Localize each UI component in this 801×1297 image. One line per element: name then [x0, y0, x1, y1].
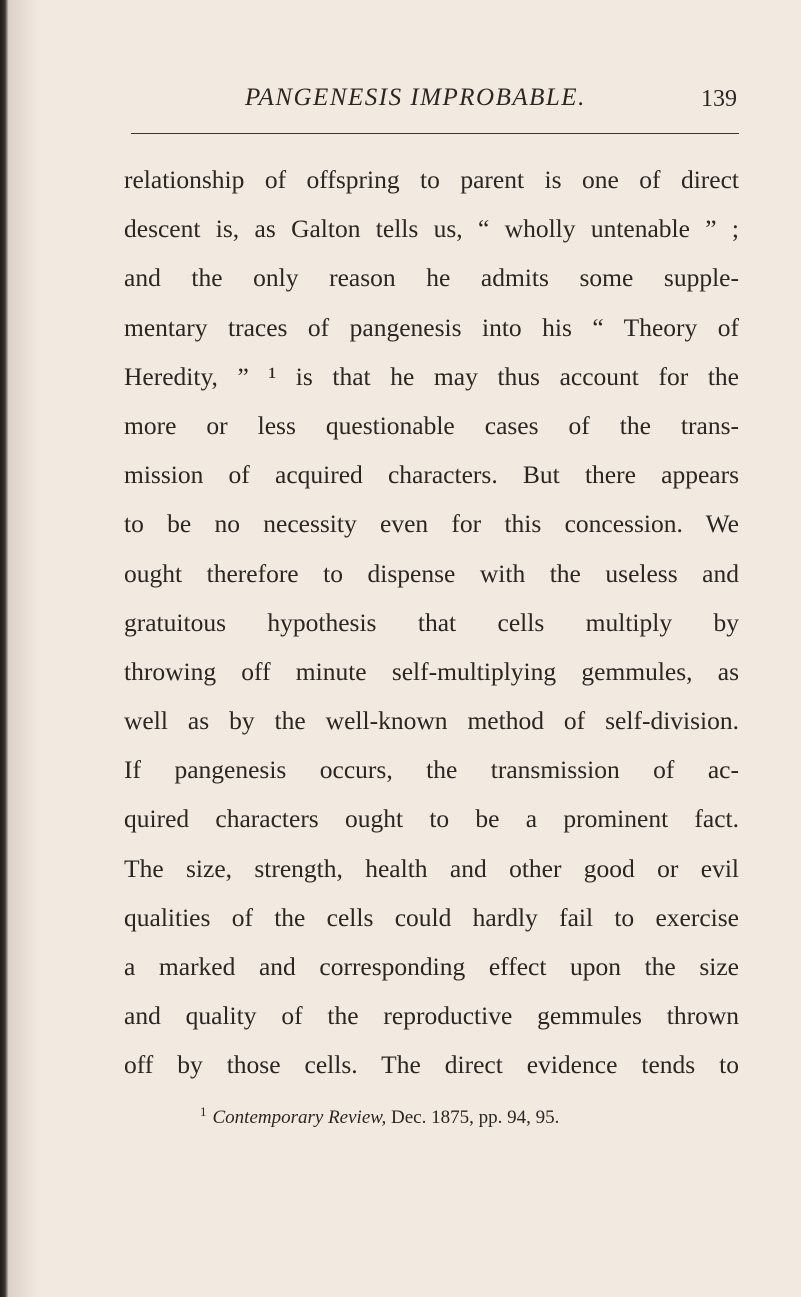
text-line: well as by the well-known method of self-division. [124, 706, 739, 736]
page-gutter-shadow [9, 0, 39, 1297]
footnote-citation: Dec. 1875, pp. 94, 95. [386, 1107, 560, 1128]
text-line: gratuitous hypothesis that cells multiply by [124, 607, 739, 637]
running-head [245, 84, 765, 120]
text-line: to be no necessity even for this concession. We [124, 509, 739, 539]
footnote [200, 1104, 559, 1129]
text-line: off by those cells. The direct evidence tends to [124, 1050, 739, 1080]
text-line: Heredity, ” ¹ is that he may thus account for the [124, 361, 739, 391]
body-text [124, 155, 739, 1090]
text-line: more or less questionable cases of the trans- [124, 410, 739, 440]
text-line: If pangenesis occurs, the transmission of ac- [124, 755, 739, 785]
text-line: throwing off minute self-multiplying gemmules, as [124, 656, 739, 686]
page-number: 139 [701, 86, 737, 112]
text-line: qualities of the cells could hardly fail to exercise [124, 902, 739, 932]
header-rule [131, 133, 739, 134]
footnote-journal: Contemporary Review, [212, 1107, 387, 1128]
text-line: The size, strength, health and other good or evil [124, 853, 739, 883]
text-line: mission of acquired characters. But there appears [124, 460, 739, 490]
text-line: and the only reason he admits some supple- [124, 263, 739, 293]
text-line: and quality of the reproductive gemmules thrown [124, 1001, 739, 1031]
running-title: PANGENESIS IMPROBABLE. [245, 84, 586, 111]
text-line: descent is, as Galton tells us, “ wholly untenable ” ; [124, 214, 739, 244]
text-line: quired characters ought to be a prominent fact. [124, 804, 739, 834]
footnote-marker: 1 [200, 1104, 207, 1119]
text-line: ought therefore to dispense with the useless and [124, 558, 739, 588]
text-line: mentary traces of pangenesis into his “ Theory of [124, 312, 739, 342]
text-line: relationship of offspring to parent is one of direct [124, 165, 739, 194]
book-binding-edge [0, 0, 9, 1297]
text-line: a marked and corresponding effect upon the size [124, 952, 739, 981]
